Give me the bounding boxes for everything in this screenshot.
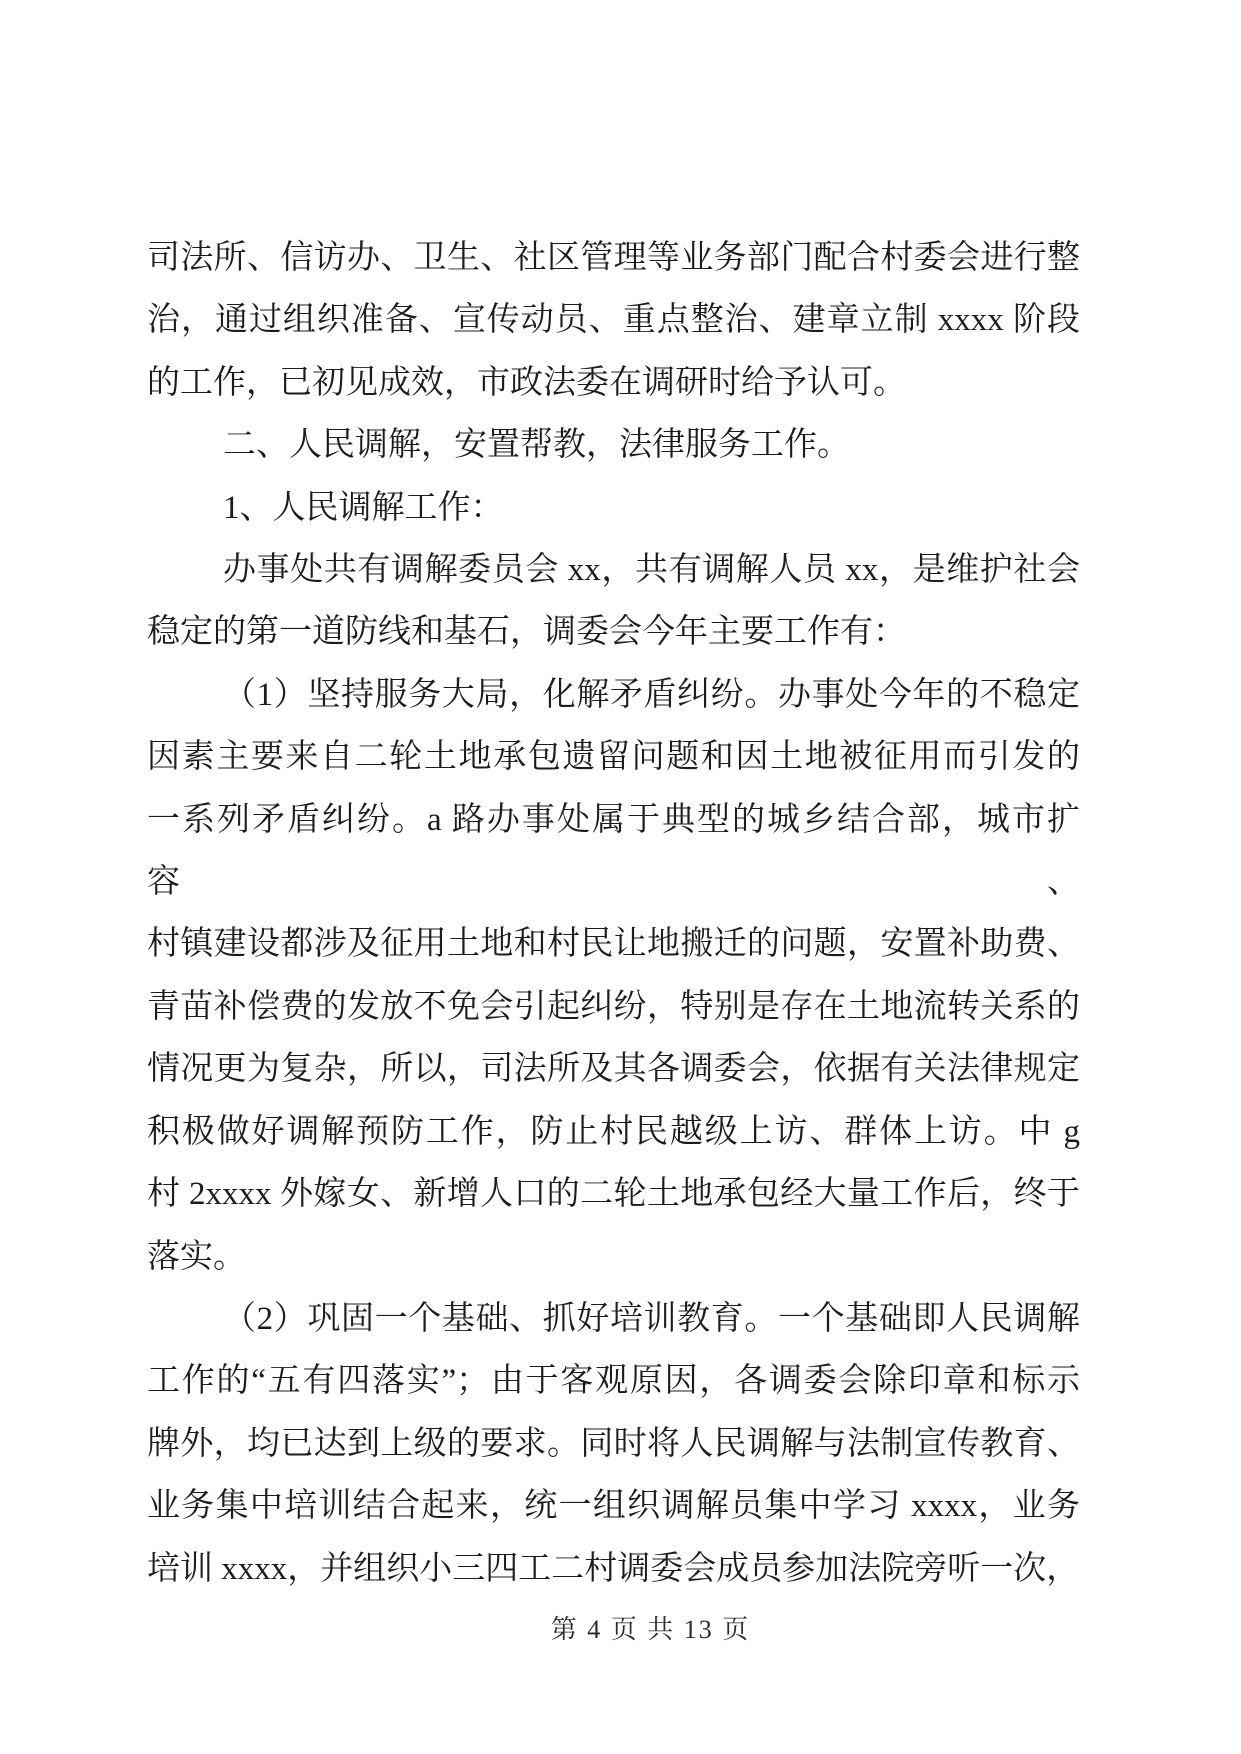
text-line: 一系列矛盾纠纷。a 路办事处属于典型的城乡结合部，城市扩容、 [147,801,1080,901]
text-column [147,227,1080,1600]
text-line: 二、人民调解，安置帮教，法律服务工作。 [223,427,850,464]
text-line: 稳定的第一道防线和基石，调委会今年主要工作有： [147,614,906,651]
text-line: 司法所、信访办、卫生、社区管理等业务部门配合村委会进行整 [147,240,1080,276]
text-line: 因素主要来自二轮土地承包遗留问题和因土地被征用而引发的 [147,739,1080,776]
text-line: 青苗补偿费的发放不免会引起纠纷，特别是存在土地流转关系的 [147,988,1080,1025]
text-line: 培训 xxxx，并组织小三四工二村调委会成员参加法院旁听一次， [147,1550,1080,1587]
text-line: （1）坚持服务大局，化解矛盾纠纷。办事处今年的不稳定 [223,676,1080,713]
text-line: 牌外，均已达到上级的要求。同时将人民调解与法制宣传教育、 [147,1425,1080,1462]
text-line: 治，通过组织准备、宣传动员、重点整治、建章立制 xxxx 阶段 [147,302,1080,339]
text-line: 工作的“五有四落实”；由于客观原因，各调委会除印章和标示 [147,1363,1080,1400]
text-line: 情况更为复杂，所以，司法所及其各调委会，依据有关法律规定 [147,1051,1080,1088]
text-line: 业务集中培训结合起来，统一组织调解员集中学习 xxxx，业务 [147,1488,1080,1525]
text-line: 村 2xxxx 外嫁女、新增人口的二轮土地承包经大量工作后，终于 [147,1176,1080,1213]
text-line: （2）巩固一个基础、抓好培训教育。一个基础即人民调解 [223,1300,1080,1337]
text-line: 落实。 [147,1238,246,1275]
text-line: 的工作，已初见成效，市政法委在调研时给予认可。 [147,364,906,401]
text-line: 积极做好调解预防工作，防止村民越级上访、群体上访。中 g [147,1113,1080,1150]
page-footer: 第 4 页 共 13 页 [550,1615,751,1644]
text-line: 1、人民调解工作： [223,489,504,526]
text-line: 办事处共有调解委员会 xx，共有调解人员 xx，是维护社会 [223,552,1080,589]
text-line: 村镇建设都涉及征用土地和村民让地搬迁的问题，安置补助费、 [147,926,1080,963]
